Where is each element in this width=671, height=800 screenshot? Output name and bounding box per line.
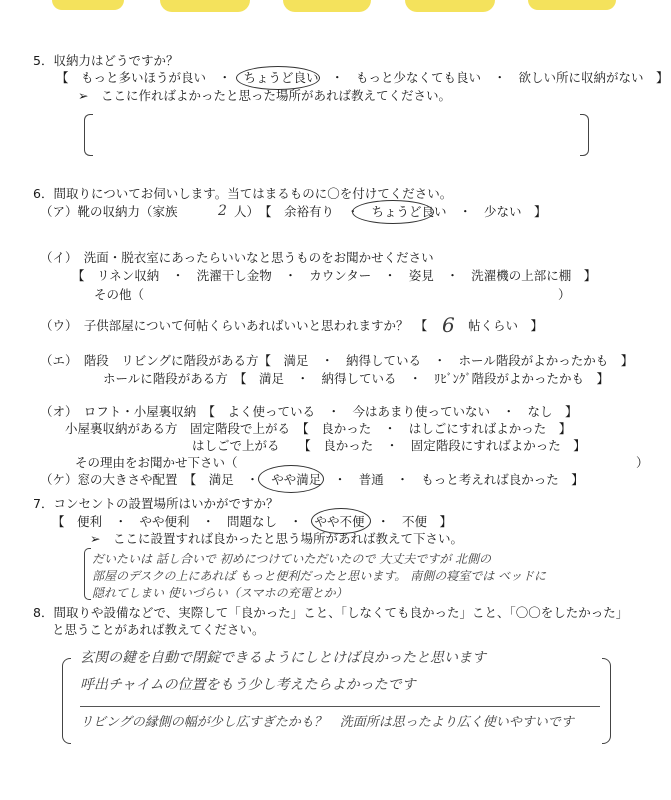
decorative-top-shape xyxy=(52,0,124,10)
q6-i-question: （イ） 洗面・脱衣室にあったらいいなと思うものをお聞かせください xyxy=(40,250,434,265)
q6-e-line1: （エ） 階段 リビングに階段がある方【 満足 ・ 納得している ・ ホール階段がよかったかも 】 xyxy=(40,353,634,368)
answer-circle xyxy=(352,200,434,224)
q7-title: 7．コンセントの設置場所はいかがですか？ xyxy=(33,496,279,511)
q7-subquestion: ➢ ここに設置すれば良かったと思う場所があれば教えて下さい。 xyxy=(90,531,463,546)
q6-o-line2: 小屋裏収納がある方 固定階段で上がる 【 良かった ・ はしごにすればよかった 】 xyxy=(65,421,572,436)
q6-o-line3: はしごで上がる 【 良かった ・ 固定階段にすればよかった 】 xyxy=(192,438,586,453)
answer-bracket-right xyxy=(602,658,611,744)
q8-handwritten-line1: 玄関の鍵を自動で閉錠できるようにしとけば良かったと思います xyxy=(80,650,486,666)
q5-options: 【 もっと多いほうが良い ・ ちょうど良い ・ もっと少なくても良い ・ 欲しい所に収納がない 】 xyxy=(56,70,669,85)
q6-o-reason-close: ） xyxy=(636,455,649,470)
q6-u-question: （ウ） 子供部屋について何帖くらいあればいいと思われますか？ 【 xyxy=(40,318,428,333)
q8-handwritten-line2: 呼出チャイムの位置をもう少し考えたらよかったです xyxy=(80,677,416,693)
decorative-top-shape xyxy=(405,0,495,12)
q6-o-reason: その理由をお聞かせ下さい（ xyxy=(75,455,238,470)
q6-u-unit: 帖くらい 】 xyxy=(468,318,544,333)
decorative-top-shape xyxy=(528,0,616,10)
answer-bracket-right xyxy=(580,114,589,156)
q5-subquestion: ➢ ここに作ればよかったと思った場所があれば教えてください。 xyxy=(78,88,451,103)
q6-a-options: 人） 【 余裕有り ・ ちょうど良い ・ 少ない 】 xyxy=(234,204,547,219)
q6-u-answer: 6 xyxy=(442,313,455,337)
q8-title: 8．間取りや設備などで、実際して「良かった」こと、「しなくても良かった」こと、「〇〇をしたかった」 xyxy=(33,605,629,620)
q8-title-cont: と思うことがあれば教えてください。 xyxy=(52,622,265,637)
q6-e-line2: ホールに階段がある方 【 満足 ・ 納得している ・ ﾘﾋﾞﾝｸﾞ階段がよかったかも 】 xyxy=(103,371,610,386)
q6-o-line1: （オ） ロフト・小屋裏収納 【 よく使っている ・ 今はあまり使っていない ・ なし 】 xyxy=(40,404,578,419)
q6-i-options: 【 リネン収納 ・ 洗濯干し金物 ・ カウンター ・ 姿見 ・ 洗濯機の上部に棚 】 xyxy=(72,268,597,283)
decorative-top-shape xyxy=(283,0,371,12)
q7-handwritten-line1: だいたいは 話し合いで 初めにつけていただいたので 大丈夫ですが 北側の xyxy=(92,552,492,566)
answer-circle xyxy=(258,465,324,493)
answer-circle xyxy=(236,66,320,90)
q7-handwritten-line2: 部屋のデスクの上にあれば もっと便利だったと思います。 南側の寝室では ベッドに xyxy=(92,569,547,583)
q6-a-family-count: 2 xyxy=(218,203,227,219)
answer-underline xyxy=(80,706,600,707)
q7-options: 【 便利 ・ やや便利 ・ 問題なし ・ やや不便 ・ 不便 】 xyxy=(52,514,453,529)
answer-bracket-left xyxy=(84,114,93,156)
q8-handwritten-line3: リビングの縁側の幅が少し広すぎたかも？ 洗面所は思ったより広く使いやすいです xyxy=(80,715,574,730)
q6-title: 6．間取りについてお伺いします。当てはまるものに〇を付けてください。 xyxy=(33,186,453,201)
q7-handwritten-line3: 隠れてしまい 使いづらい（スマホの充電とか） xyxy=(92,586,348,600)
q5-title: 5．収納力はどうですか？ xyxy=(33,53,179,68)
q6-i-other: その他（ xyxy=(94,287,145,302)
answer-bracket-left xyxy=(84,548,91,600)
q6-i-other-close: ） xyxy=(558,287,571,302)
q6-a-prefix: （ア）靴の収納力（家族 xyxy=(40,204,178,219)
answer-bracket-left xyxy=(62,658,71,744)
decorative-top-shape xyxy=(160,0,250,12)
q6-ke-line: （ケ）窓の大きさや配置 【 満足 ・ やや満足 ・ 普通 ・ もっと考えれば良かった 】 xyxy=(40,472,584,487)
